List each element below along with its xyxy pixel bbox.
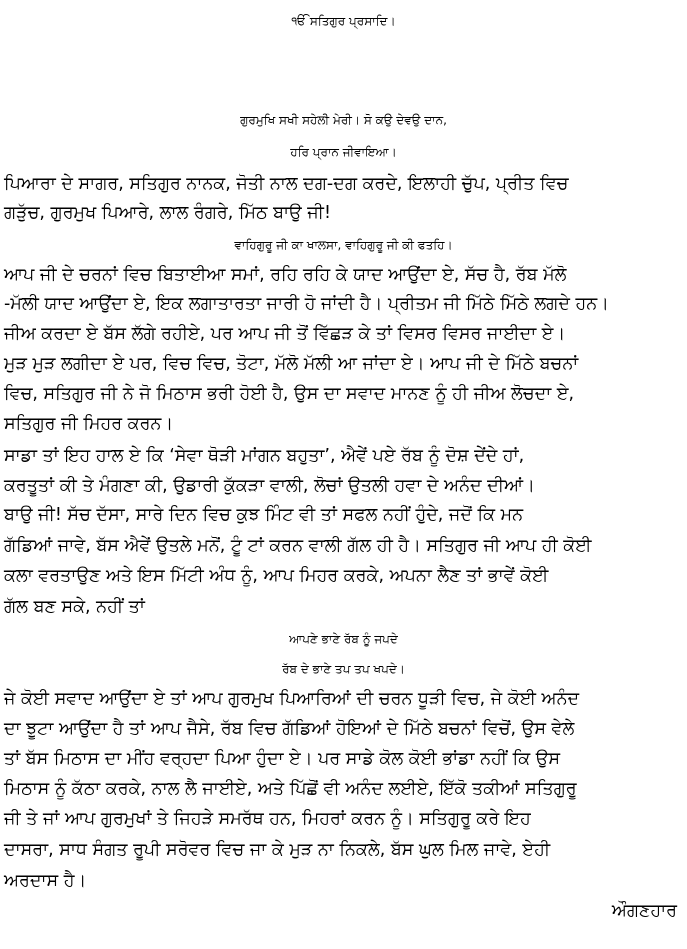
paragraph-line: ਗੱਡਿਆਂ ਜਾਵੇ, ਬੱਸ ਐਵੇਂ ਉਤਲੇ ਮਨੋਂ, ਟੂੰ ਟਾਂ ਕਰਨ ਵਾਲੀ ਗੱਲ ਹੀ ਹੈ। ਸਤਿਗੁਰ ਜੀ ਆਪ ਹੀ ਕੋਈ (4, 536, 592, 556)
paragraph-line: ਵਿਚ, ਸਤਿਗੁਰ ਜੀ ਨੇ ਜੋ ਮਿਠਾਸ ਭਰੀ ਹੋਈ ਹੈ, ਉਸ ਦਾ ਸਵਾਦ ਮਾਨਣ ਨੂੰ ਹੀ ਜੀਅ ਲੋਚਦਾ ਏ, (4, 384, 575, 404)
closing-line: ਮਿਠਾਸ ਨੂੰ ਕੱਠਾ ਕਰਕੇ, ਨਾਲ ਲੈ ਜਾਈਏ, ਅਤੇ ਪਿੱਛੋਂ ਵੀ ਅਨੰਦ ਲਈਏ, ਇੱਕੋ ਤਕੀਆਂ ਸਤਿਗੁਰੂ (4, 779, 577, 799)
paragraph-line: -ਮੱਲੀ ਯਾਦ ਆਉਂਦਾ ਏ, ਇਕ ਲਗਾਤਾਰਤਾ ਜਾਰੀ ਹੋ ਜਾਂਦੀ ਹੈ। ਪ੍ਰੀਤਮ ਜੀ ਮਿੱਠੇ ਮਿੱਠੇ ਲਗਦੇ ਹਨ। (4, 294, 609, 314)
paragraph-line: ਕਲਾ ਵਰਤਾਉਣ ਅਤੇ ਇਸ ਮਿੱਟੀ ਅੰਧ ਨੂੰ, ਆਪ ਮਿਹਰ ਕਰਕੇ, ਅਪਨਾ ਲੈਣ ਤਾਂ ਭਾਵੇਂ ਕੋਈ (4, 566, 549, 586)
paragraph-line: ਕਰਤੂਤਾਂ ਕੀ ਤੇ ਮੰਗਣਾ ਕੀ, ਉਡਾਰੀ ਕੁੱਕੜਾ ਵਾਲੀ, ਲੋਚਾਂ ਉਤਲੀ ਹਵਾ ਦੇ ਅਨੰਦ ਦੀਆਂ। (4, 476, 535, 496)
paragraph-line: ਮੁੜ ਮੁੜ ਲਗੀਦਾ ਏ ਪਰ, ਵਿਚ ਵਿਚ, ਤੋਟਾ, ਮੱਲੋ ਮੱਲੀ ਆ ਜਾਂਦਾ ਏ। ਆਪ ਜੀ ਦੇ ਮਿੱਠੇ ਬਚਨਾਂ (4, 354, 579, 374)
paragraph-line: ਬਾਉ ਜੀ! ਸੱਚ ਦੱਸਾ, ਸਾਰੇ ਦਿਨ ਵਿਚ ਕੁਝ ਮਿੰਟ ਵੀ ਤਾਂ ਸਫਲ ਨਹੀਂ ਹੁੰਦੇ, ਜਦੋਂ ਕਿ ਮਨ (4, 505, 524, 525)
closing-line: ਦਾਸਰਾ, ਸਾਧ ਸੰਗਤ ਰੂਪੀ ਸਰੋਵਰ ਵਿਚ ਜਾ ਕੇ ਮੁੜ ਨਾ ਨਿਕਲੇ, ਬੱਸ ਘੁਲ ਮਿਲ ਜਾਵੇ, ਏਹੀ (4, 840, 551, 860)
couplet-line: ਆਪਣੇ ਭਾਣੇ ਰੱਬ ਨੂੰ ਜਪਦੇ (289, 632, 398, 646)
verse-line: ਗੁਰਮੁਖਿ ਸਖੀ ਸਹੇਲੀ ਮੇਰੀ। ਸੋ ਕਉ ਦੇਵਉ ਦਾਨ, (240, 113, 447, 127)
paragraph-line: ਗੱਲ ਬਣ ਸਕੇ, ਨਹੀਂ ਤਾਂ (4, 597, 145, 617)
signature: ਔਗਣਹਾਰ (611, 901, 677, 921)
closing-line: ਅਰਦਾਸ ਹੈ। (4, 871, 87, 891)
closing-line: ਜੀ ਤੇ ਜਾਂ ਆਪ ਗੁਰਮੁਖਾਂ ਤੇ ਜਿਹੜੇ ਸਮਰੱਥ ਹਨ, ਮਿਹਰਾਂ ਕਰਨ ਨੂੰ। ਸਤਿਗੁਰੂ ਕਰੇ ਇਹ (4, 809, 531, 829)
body-line: ਗੜੁੱਚ, ਗੁਰਮੁਖ ਪਿਆਰੇ, ਲਾਲ ਰੰਗਰੇ, ਮਿੱਠ ਬਾਉ ਜੀ! (4, 203, 331, 223)
paragraph-line: ਸਾਡਾ ਤਾਂ ਇਹ ਹਾਲ ਏ ਕਿ ‘ਸੇਵਾ ਥੋੜੀ ਮਾਂਗਨ ਬਹੁਤਾ’, ਐਵੇਂ ਪਏ ਰੱਬ ਨੂੰ ਦੋਸ਼ ਦੇਂਦੇ ਹਾਂ, (4, 446, 525, 466)
paragraph-line: ਸਤਿਗੁਰ ਜੀ ਮਿਹਰ ਕਰਨ। (4, 414, 174, 434)
closing-line: ਤਾਂ ਬੱਸ ਮਿਠਾਸ ਦਾ ਮੀਂਹ ਵਰ੍ਹਦਾ ਪਿਆ ਹੁੰਦਾ ਏ। ਪਰ ਸਾਡੇ ਕੋਲ ਕੋਈ ਭਾਂਡਾ ਨਹੀਂ ਕਿ ਉਸ (4, 749, 561, 769)
closing-line: ਜੇ ਕੋਈ ਸਵਾਦ ਆਉਂਦਾ ਏ ਤਾਂ ਆਪ ਗੁਰਮੁਖ ਪਿਆਰਿਆਂ ਦੀ ਚਰਨ ਧੂੜੀ ਵਿਚ, ਜੇ ਕੋਈ ਅਨੰਦ (4, 689, 580, 709)
closing-line: ਦਾ ਝੂਟਾ ਆਉਂਦਾ ਹੈ ਤਾਂ ਆਪ ਜੈਸੇ, ਰੱਬ ਵਿਚ ਗੱਡਿਆਂ ਹੋਇਆਂ ਦੇ ਮਿੱਠੇ ਬਚਨਾਂ ਵਿਚੋਂ, ਉਸ ਵੇਲੇ (4, 719, 575, 739)
body-line: ਪਿਆਰਾ ਦੇ ਸਾਗਰ, ਸਤਿਗੁਰ ਨਾਨਕ, ਜੋਤੀ ਨਾਲ ਦਗ-ਦਗ ਕਰਦੇ, ਇਲਾਹੀ ਚੁੱਪ, ਪ੍ਰੀਤ ਵਿਚ (4, 174, 569, 194)
paragraph-line: ਜੀਅ ਕਰਦਾ ਏ ਬੱਸ ਲੱਗੇ ਰਹੀਏ, ਪਰ ਆਪ ਜੀ ਤੋਂ ਵਿੱਛੜ ਕੇ ਤਾਂ ਵਿਸਰ ਵਿਸਰ ਜਾਈਦਾ ਏ। (4, 324, 566, 344)
invocation-heading: ੴ ਸਤਿਗੁਰ ਪ੍ਰਸਾਦਿ। (291, 14, 396, 28)
paragraph-line: ਆਪ ਜੀ ਦੇ ਚਰਨਾਂ ਵਿਚ ਬਿਤਾਈਆ ਸਮਾਂ, ਰਹਿ ਰਹਿ ਕੇ ਯਾਦ ਆਉਂਦਾ ਏ, ਸੱਚ ਹੈ, ਰੱਬ ਮੱਲੋ (4, 265, 567, 285)
couplet-line: ਰੱਬ ਦੇ ਭਾਣੇ ਤਪ ਤਪ ਖਪਦੇ। (282, 662, 405, 676)
verse-line: ਹਰਿ ਪ੍ਰਾਨ ਜੀਵਾਇਆ। (290, 145, 397, 159)
salutation-line: ਵਾਹਿਗੁਰੂ ਜੀ ਕਾ ਖਾਲਸਾ, ਵਾਹਿਗੁਰੂ ਜੀ ਕੀ ਫਤਹਿ। (234, 238, 453, 252)
